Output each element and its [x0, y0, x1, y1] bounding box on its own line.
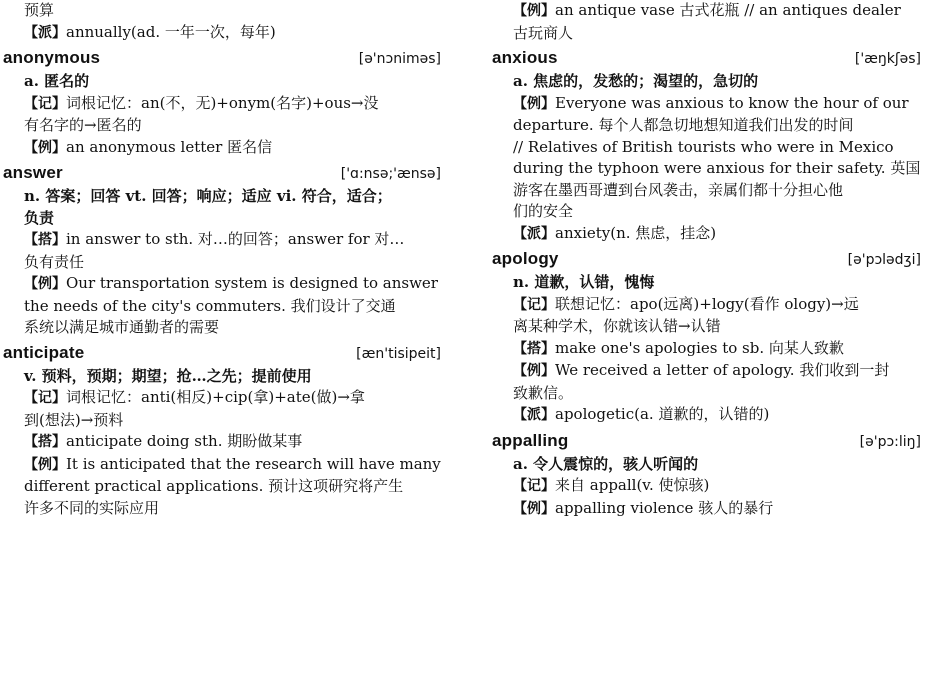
- entry-line: [492, 137, 923, 159]
- part-of-speech-line: [492, 454, 923, 476]
- part-of-speech-line: [3, 366, 443, 388]
- headword: anxious: [492, 48, 558, 67]
- line-text: a. 令人震惊的，骇人听闻的: [513, 454, 699, 473]
- headword: apology: [492, 249, 559, 268]
- section-tag: 【例】: [24, 456, 66, 473]
- section-tag: 【例】: [513, 500, 555, 517]
- section-tag: 【派】: [24, 24, 66, 41]
- entry-line: [492, 223, 923, 246]
- line-text: make one's apologies to sb. 向某人致歉: [555, 338, 844, 357]
- entry-line: [492, 294, 923, 317]
- section-tag: 【记】: [24, 95, 66, 112]
- line-text: v. 预料，预期；期望；抢…之先；提前使用: [24, 366, 312, 385]
- line-text: 许多不同的实际应用: [24, 498, 160, 517]
- line-text: 系统以满足城市通勤者的需要: [24, 318, 220, 336]
- entry-header: [492, 46, 923, 71]
- line-text: Our transportation system is designed to answer: [66, 274, 438, 292]
- section-tag: 【搭】: [24, 434, 66, 450]
- section-tag: 【记】: [24, 390, 66, 406]
- line-text: the needs of the city's commuters. 我们设计了交通: [24, 296, 396, 315]
- line-text: different practical applications. 预计这项研究将产生: [24, 477, 404, 495]
- entry-line: [492, 360, 923, 383]
- entry-line: [3, 137, 443, 160]
- part-of-speech-line: [3, 71, 443, 93]
- section-tag: 【例】: [513, 3, 555, 19]
- part-of-speech-line: [492, 272, 923, 294]
- line-text: n. 答案；回答 vt. 回答；响应；适应 vi. 符合，适合；: [24, 187, 392, 205]
- phonetic: ['ɑ:nsə;'ænsə]: [340, 166, 441, 182]
- line-text: 有名字的→匿名的: [24, 116, 142, 134]
- line-text: anticipate doing sth. 期盼做某事: [66, 432, 303, 450]
- line-text: an antique vase 古式花瓶 // an antiques dealer: [555, 1, 901, 19]
- section-tag: 【派】: [513, 225, 555, 242]
- section-tag: 【记】: [513, 478, 555, 494]
- line-text: 负责: [24, 208, 55, 227]
- part-of-speech-line: [492, 71, 923, 93]
- line-text: annually(ad. 一年一次，每年): [66, 22, 276, 41]
- section-tag: 【例】: [513, 95, 555, 112]
- phonetic: ['æŋkʃəs]: [854, 51, 921, 67]
- entry-line: [492, 0, 923, 23]
- entry-line: [492, 383, 923, 405]
- line-text: appalling violence 骇人的暴行: [555, 498, 774, 517]
- entry-line: [492, 404, 923, 427]
- section-tag: 【例】: [513, 363, 555, 379]
- entry-line: [3, 273, 443, 296]
- entry-line: [492, 475, 923, 498]
- line-text: a. 匿名的: [24, 72, 90, 90]
- headword: answer: [3, 163, 63, 182]
- section-tag: 【例】: [24, 276, 66, 292]
- entry-line: [3, 317, 443, 339]
- dictionary-entry: [3, 341, 443, 520]
- part-of-speech-line: [3, 208, 443, 230]
- entry-line: [3, 454, 443, 477]
- line-text: // Relatives of British tourists who were in Mexico: [513, 137, 894, 156]
- section-tag: 【例】: [24, 139, 66, 156]
- line-text: departure. 每个人都急切地想知道我们出发的时间: [513, 116, 854, 134]
- line-text: 到(想法)→预料: [24, 410, 124, 429]
- line-text: 致歉信。: [513, 383, 574, 402]
- dictionary-entry: [492, 429, 923, 521]
- line-text: 联想记忆：apo(远离)+logy(看作 ology)→远: [555, 294, 859, 313]
- entry-header: [3, 46, 443, 71]
- entry-line: [3, 115, 443, 137]
- line-text: It is anticipated that the research will have many: [66, 454, 441, 473]
- dictionary-entry: [492, 46, 923, 245]
- entry-line: [492, 23, 923, 45]
- phonetic: [ə'pɔlədʒi]: [847, 252, 921, 268]
- phonetic: [ə'pɔ:liŋ]: [859, 433, 921, 450]
- entry-line: [492, 201, 923, 223]
- headword: appalling: [492, 430, 569, 450]
- entry-line: [3, 431, 443, 454]
- line-text: 古玩商人: [513, 23, 574, 42]
- phonetic: [æn'tisipeit]: [356, 345, 441, 362]
- line-text: 预算: [24, 1, 55, 19]
- entry-line: [492, 115, 923, 137]
- headword: anonymous: [3, 48, 101, 67]
- entry-header: [492, 429, 923, 454]
- entry-line: [492, 93, 923, 116]
- line-text: 来自 appall(v. 使惊骇): [555, 476, 710, 494]
- section-tag: 【记】: [513, 296, 555, 313]
- line-text: 游客在墨西哥遭到台风袭击，亲属们都十分担心他: [513, 180, 844, 199]
- line-text: n. 道歉，认错，愧悔: [513, 273, 655, 291]
- entry-line: [3, 498, 443, 520]
- line-text: We received a letter of apology. 我们收到一封: [555, 361, 890, 379]
- line-text: apologetic(a. 道歉的，认错的): [555, 405, 770, 423]
- section-tag: 【派】: [513, 407, 555, 423]
- section-tag: 【搭】: [24, 232, 66, 248]
- line-text: 负有责任: [24, 252, 85, 271]
- entry-line: [3, 252, 443, 274]
- headword: anticipate: [3, 342, 85, 362]
- line-text: in answer to sth. 对…的回答；answer for 对…: [66, 230, 405, 248]
- line-text: during the typhoon were anxious for their safety. 英国: [513, 159, 921, 177]
- entry-line: [492, 338, 923, 361]
- line-text: 离某种学术，你就该认错→认错: [513, 317, 721, 335]
- entry-line: [492, 158, 923, 180]
- entry-header: [3, 341, 443, 366]
- line-text: an anonymous letter 匿名信: [66, 137, 273, 156]
- entry-header: [3, 161, 443, 186]
- left-column: [3, 0, 443, 519]
- entry-line: [3, 296, 443, 318]
- entry-line: [3, 22, 443, 45]
- line-text: anxiety(n. 焦虑，挂念): [555, 223, 717, 242]
- entry-line: [492, 180, 923, 202]
- entry-line: [492, 316, 923, 338]
- entry-line: [3, 0, 443, 22]
- entry-line: [3, 93, 443, 116]
- section-tag: 【搭】: [513, 340, 555, 357]
- entry-line: [3, 410, 443, 432]
- part-of-speech-line: [3, 186, 443, 208]
- entry-line: [3, 387, 443, 410]
- entry-line: [3, 476, 443, 498]
- line-text: 词根记忆：anti(相反)+cip(拿)+ate(做)→拿: [66, 388, 365, 406]
- entry-header: [492, 247, 923, 272]
- entry-line: [3, 229, 443, 252]
- line-text: 们的安全: [513, 202, 574, 220]
- line-text: Everyone was anxious to know the hour of our: [555, 93, 909, 112]
- dictionary-entry: [3, 161, 443, 339]
- dictionary-entry: [3, 46, 443, 159]
- phonetic: [ə'nɔniməs]: [358, 51, 441, 67]
- right-column: [492, 0, 923, 520]
- dictionary-entry: [492, 247, 923, 427]
- line-text: 词根记忆：an(不，无)+onym(名字)+ous→没: [66, 93, 379, 112]
- entry-line: [492, 498, 923, 521]
- line-text: a. 焦虑的，发愁的；渴望的，急切的: [513, 72, 759, 90]
